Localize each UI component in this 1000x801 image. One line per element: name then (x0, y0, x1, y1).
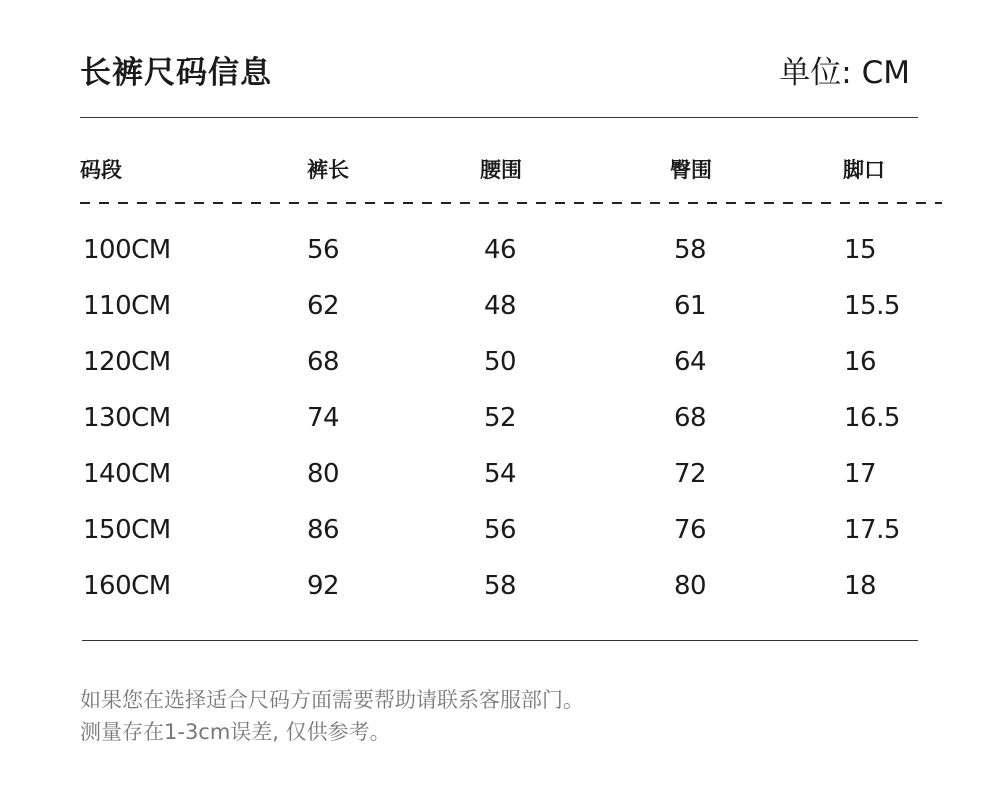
bottom-divider (82, 640, 918, 641)
cell-size-range: 120CM (83, 347, 171, 377)
cell-pants-length: 56 (307, 235, 340, 265)
cell-leg-opening: 17 (844, 459, 877, 489)
dashed-divider (80, 202, 942, 204)
header-hip: 臀围 (670, 158, 712, 182)
cell-pants-length: 86 (307, 515, 340, 545)
table-header (0, 150, 1000, 190)
cell-waist: 50 (484, 347, 517, 377)
cell-size-range: 140CM (83, 459, 171, 489)
header-waist: 腰围 (480, 158, 522, 182)
cell-size-range: 100CM (83, 235, 171, 265)
cell-size-range: 160CM (83, 571, 171, 601)
cell-hip: 58 (674, 235, 707, 265)
cell-hip: 72 (674, 459, 707, 489)
cell-size-range: 110CM (83, 291, 171, 321)
table-row (0, 342, 1000, 382)
help-note: 如果您在选择适合尺码方面需要帮助请联系客服部门。 (80, 688, 584, 712)
cell-pants-length: 80 (307, 459, 340, 489)
page-title: 长裤尺码信息 (80, 55, 272, 91)
header-leg-opening: 脚口 (843, 158, 885, 182)
cell-waist: 48 (484, 291, 517, 321)
measurement-note: 测量存在1-3cm误差, 仅供参考。 (80, 720, 391, 744)
cell-hip: 68 (674, 403, 707, 433)
cell-waist: 56 (484, 515, 517, 545)
unit-label: 单位: CM (779, 55, 910, 91)
table-row (0, 398, 1000, 438)
cell-hip: 80 (674, 571, 707, 601)
table-row (0, 510, 1000, 550)
cell-waist: 46 (484, 235, 517, 265)
cell-pants-length: 62 (307, 291, 340, 321)
cell-hip: 64 (674, 347, 707, 377)
cell-hip: 76 (674, 515, 707, 545)
cell-waist: 58 (484, 571, 517, 601)
cell-leg-opening: 15 (844, 235, 877, 265)
header-pants-length: 裤长 (307, 158, 349, 182)
table-row (0, 454, 1000, 494)
cell-leg-opening: 16.5 (844, 403, 900, 433)
table-row (0, 286, 1000, 326)
cell-leg-opening: 15.5 (844, 291, 900, 321)
table-row (0, 230, 1000, 270)
cell-size-range: 150CM (83, 515, 171, 545)
cell-pants-length: 74 (307, 403, 340, 433)
cell-hip: 61 (674, 291, 707, 321)
header-size-range: 码段 (80, 158, 122, 182)
cell-size-range: 130CM (83, 403, 171, 433)
table-row (0, 566, 1000, 606)
cell-waist: 52 (484, 403, 517, 433)
cell-leg-opening: 17.5 (844, 515, 900, 545)
top-divider (80, 117, 918, 118)
cell-leg-opening: 18 (844, 571, 877, 601)
cell-leg-opening: 16 (844, 347, 877, 377)
cell-pants-length: 68 (307, 347, 340, 377)
cell-pants-length: 92 (307, 571, 340, 601)
cell-waist: 54 (484, 459, 517, 489)
